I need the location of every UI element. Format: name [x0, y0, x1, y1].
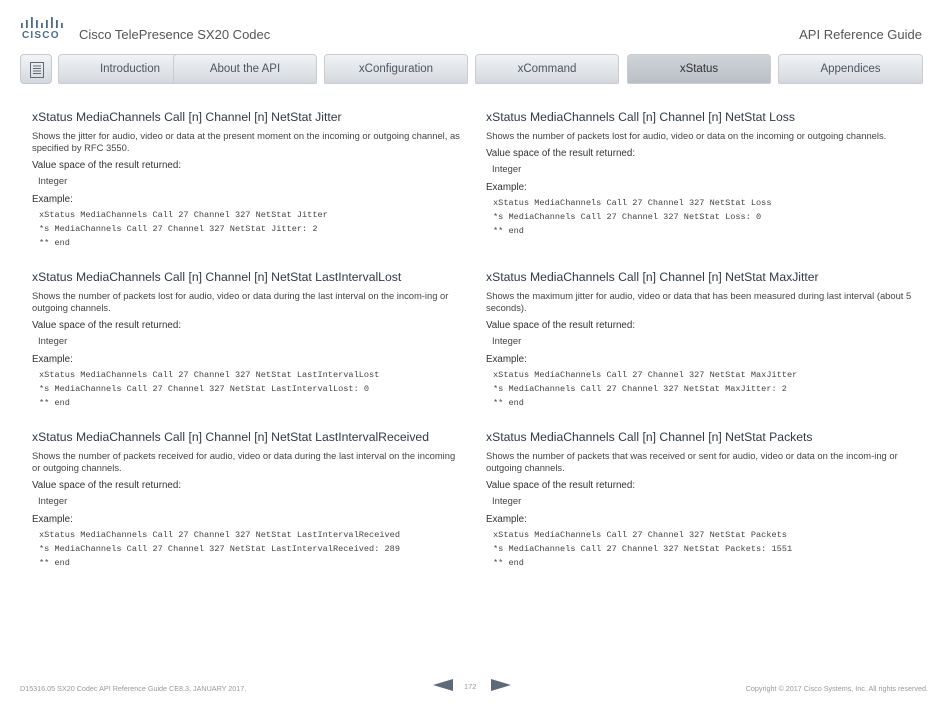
value-space: Integer — [38, 495, 68, 506]
example-code — [39, 528, 462, 570]
example-line: ** end — [39, 558, 70, 568]
entry-title: xStatus MediaChannels Call [n] Channel [n] NetStat Loss — [486, 110, 795, 124]
example-code — [39, 368, 462, 410]
left-column — [32, 107, 462, 587]
guide-title: API Reference Guide — [799, 27, 922, 42]
value-space: Integer — [492, 335, 522, 346]
main-navigation — [20, 54, 924, 85]
example-code — [493, 196, 916, 238]
tab-xconfiguration[interactable]: xConfiguration — [324, 54, 468, 84]
example-line: xStatus MediaChannels Call 27 Channel 327 NetStat LastIntervalReceived — [39, 530, 400, 540]
example-line: xStatus MediaChannels Call 27 Channel 327 NetStat MaxJitter — [493, 370, 798, 380]
menu-button[interactable] — [20, 54, 52, 84]
entry-title: xStatus MediaChannels Call [n] Channel [n] NetStat Packets — [486, 430, 813, 444]
example-label: Example: — [32, 514, 73, 525]
entry-title: xStatus MediaChannels Call [n] Channel [n] NetStat LastIntervalReceived — [32, 430, 429, 444]
copyright: Copyright © 2017 Cisco Systems, Inc. All rights reserved. — [745, 684, 928, 693]
value-space-label: Value space of the result returned: — [32, 320, 182, 331]
menu-icon — [30, 62, 44, 78]
example-line: xStatus MediaChannels Call 27 Channel 327 NetStat Loss — [493, 198, 772, 208]
tab-xstatus[interactable]: xStatus — [627, 54, 771, 84]
logo-text: CISCO — [22, 30, 60, 41]
example-line: xStatus MediaChannels Call 27 Channel 327 NetStat Jitter — [39, 210, 328, 220]
cisco-bars-icon — [20, 16, 66, 30]
page-header — [0, 0, 950, 52]
example-line: *s MediaChannels Call 27 Channel 327 NetStat Loss: 0 — [493, 212, 762, 222]
value-space-label: Value space of the result returned: — [32, 480, 182, 491]
value-space: Integer — [38, 335, 68, 346]
value-space-label: Value space of the result returned: — [32, 160, 182, 171]
example-line: *s MediaChannels Call 27 Channel 327 NetStat LastIntervalReceived: 289 — [39, 544, 400, 554]
example-line: ** end — [493, 226, 524, 236]
entry-description: Shows the number of packets lost for audio, video or data during the last interval on the incom-ing or outgoing channels. — [32, 290, 449, 313]
example-code — [39, 208, 462, 250]
example-line: ** end — [493, 558, 524, 568]
right-column — [486, 107, 916, 587]
example-line: *s MediaChannels Call 27 Channel 327 NetStat Packets: 1551 — [493, 544, 793, 554]
value-space: Integer — [492, 495, 522, 506]
entry-description: Shows the number of packets received for audio, video or data during the last interval on the incoming or outgoing channels. — [32, 450, 456, 473]
value-space-label: Value space of the result returned: — [486, 320, 636, 331]
tab-about-the-api[interactable]: About the API — [173, 54, 317, 84]
example-line: ** end — [39, 238, 70, 248]
example-code — [493, 528, 916, 570]
example-label: Example: — [32, 194, 73, 205]
entry-title: xStatus MediaChannels Call [n] Channel [n] NetStat LastIntervalLost — [32, 270, 402, 284]
page-navigation — [433, 679, 513, 695]
example-line: xStatus MediaChannels Call 27 Channel 327 NetStat Packets — [493, 530, 787, 540]
tab-introduction[interactable]: Introduction — [58, 54, 202, 84]
example-line: *s MediaChannels Call 27 Channel 327 NetStat Jitter: 2 — [39, 224, 318, 234]
next-page-icon[interactable] — [491, 679, 511, 691]
example-label: Example: — [32, 354, 73, 365]
example-code — [493, 368, 916, 410]
example-line: xStatus MediaChannels Call 27 Channel 327 NetStat LastIntervalLost — [39, 370, 380, 380]
product-name: Cisco TelePresence SX20 Codec — [79, 27, 271, 42]
entry-title: xStatus MediaChannels Call [n] Channel [n] NetStat Jitter — [32, 110, 342, 124]
value-space-label: Value space of the result returned: — [486, 148, 636, 159]
document-id: D15316.05 SX20 Codec API Reference Guide CE8.3, JANUARY 2017. — [20, 684, 247, 693]
example-line: *s MediaChannels Call 27 Channel 327 NetStat MaxJitter: 2 — [493, 384, 787, 394]
status-entry-jitter — [32, 110, 462, 267]
entry-description: Shows the maximum jitter for audio, video or data that has been measured during last interval (about 5 seconds). — [486, 290, 912, 313]
tab-xcommand[interactable]: xCommand — [475, 54, 619, 84]
example-line: ** end — [493, 398, 524, 408]
status-entry-lastintervallost — [32, 270, 462, 427]
value-space: Integer — [492, 163, 522, 174]
status-entry-packets — [486, 430, 916, 587]
example-label: Example: — [486, 354, 527, 365]
status-entry-loss — [486, 110, 916, 267]
page-number: 172 — [464, 682, 477, 691]
example-line: *s MediaChannels Call 27 Channel 327 NetStat LastIntervalLost: 0 — [39, 384, 370, 394]
previous-page-icon[interactable] — [433, 679, 453, 691]
entry-description: Shows the jitter for audio, video or data at the present moment on the incoming or outgoing channel, as specified by RFC 3550. — [32, 130, 460, 153]
entry-title: xStatus MediaChannels Call [n] Channel [n] NetStat MaxJitter — [486, 270, 819, 284]
tab-appendices[interactable]: Appendices — [778, 54, 923, 84]
example-label: Example: — [486, 182, 527, 193]
status-entry-maxjitter — [486, 270, 916, 427]
status-entry-lastintervalreceived — [32, 430, 462, 587]
entry-description: Shows the number of packets that was received or sent for audio, video or data on the incom-ing or outgoing channels. — [486, 450, 898, 473]
value-space-label: Value space of the result returned: — [486, 480, 636, 491]
example-label: Example: — [486, 514, 527, 525]
example-line: ** end — [39, 398, 70, 408]
value-space: Integer — [38, 175, 68, 186]
cisco-logo — [20, 16, 68, 42]
entry-description: Shows the number of packets lost for audio, video or data on the incoming or outgoing channels. — [486, 130, 887, 141]
